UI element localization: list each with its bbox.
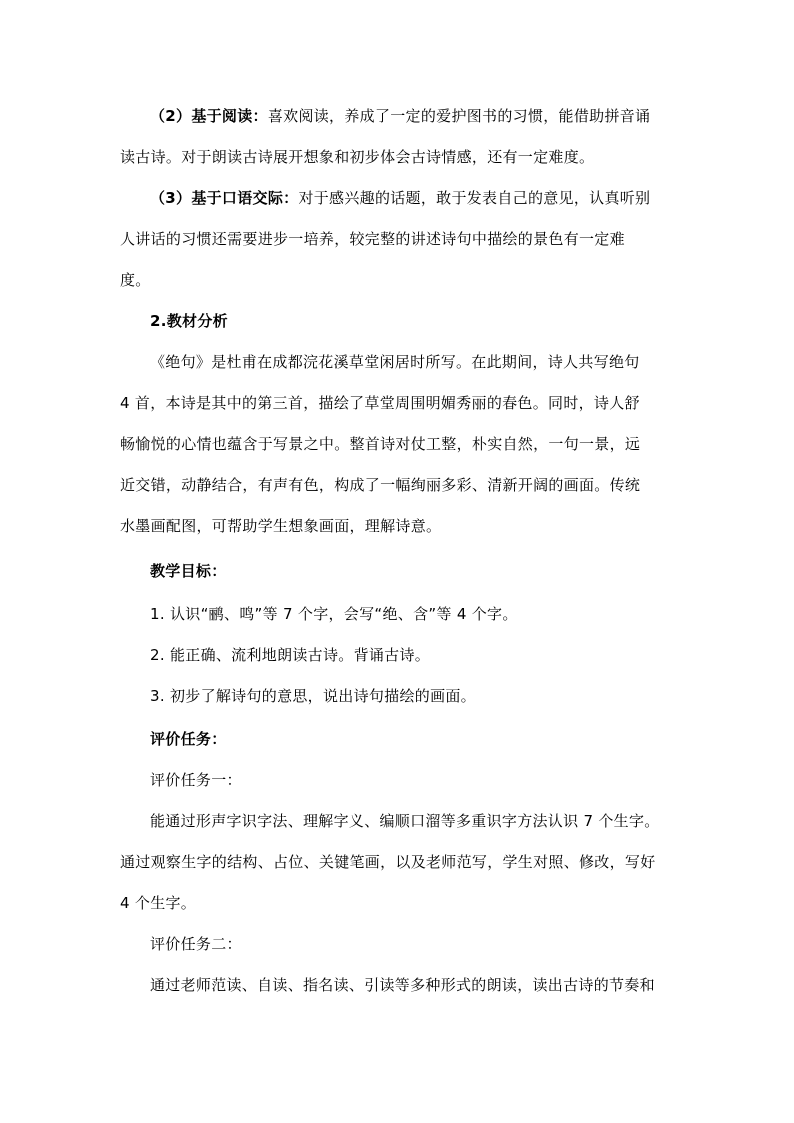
speaking-paragraph-line-2: 人讲话的习惯还需要进步一培养，较完整的讲述诗句中描绘的景色有一定难 <box>120 230 625 248</box>
analysis-line-2: 4 首，本诗是其中的第三首，描绘了草堂周围明媚秀丽的春色。同时，诗人舒 <box>120 394 640 412</box>
speaking-lead: （3）基于口语交际： <box>150 189 299 207</box>
speaking-paragraph-line-1 <box>150 188 650 208</box>
reading-lead: （2）基于阅读： <box>150 107 268 125</box>
evaluation-task-one-title: 评价任务一： <box>150 771 242 789</box>
analysis-line-5: 水墨画配图，可帮助学生想象画面，理解诗意。 <box>120 517 442 535</box>
section-heading-textbook-analysis: 2.教材分析 <box>150 312 228 330</box>
reading-paragraph-line-2: 读古诗。对于朗读古诗展开想象和初步体会古诗情感，还有一定难度。 <box>120 148 595 166</box>
analysis-line-3: 畅愉悦的心情也蕴含于写景之中。整首诗对仗工整，朴实自然，一句一景，远 <box>120 435 641 453</box>
section-heading-teaching-goals: 教学目标： <box>150 562 227 580</box>
analysis-line-4: 近交错，动静结合，有声有色，构成了一幅绚丽多彩、清新开阔的画面。传统 <box>120 476 641 494</box>
evaluation-task-one-line-1: 能通过形声字识字法、理解字义、编顺口溜等多重识字方法认识 7 个生字。 <box>150 812 660 830</box>
goal-item-1: 1. 认识“鹂、鸣”等 7 个字，会写“绝、含”等 4 个字。 <box>150 605 518 623</box>
reading-paragraph-line-1 <box>150 106 650 126</box>
section-heading-evaluation-tasks: 评价任务： <box>150 730 227 748</box>
reading-text: 喜欢阅读，养成了一定的爱护图书的习惯，能借助拼音诵 <box>267 107 651 125</box>
analysis-line-1: 《绝句》是杜甫在成都浣花溪草堂闲居时所写。在此期间，诗人共写绝句 <box>150 353 640 371</box>
speaking-text: 对于感兴趣的话题，敢于发表自己的意见，认真听别 <box>298 189 651 207</box>
speaking-paragraph-line-3: 度。 <box>120 271 151 289</box>
evaluation-task-two-title: 评价任务二： <box>150 935 242 953</box>
goal-item-3: 3. 初步了解诗句的意思，说出诗句描绘的画面。 <box>150 687 476 705</box>
evaluation-task-one-line-3: 4 个生字。 <box>120 894 197 912</box>
goal-item-2: 2. 能正确、流利地朗读古诗。背诵古诗。 <box>150 646 431 664</box>
evaluation-task-one-line-2: 通过观察生字的结构、占位、关键笔画，以及老师范写，学生对照、修改，写好 <box>120 853 656 871</box>
evaluation-task-two-line-1: 通过老师范读、自读、指名读、引读等多种形式的朗读，读出古诗的节奏和 <box>150 976 655 994</box>
